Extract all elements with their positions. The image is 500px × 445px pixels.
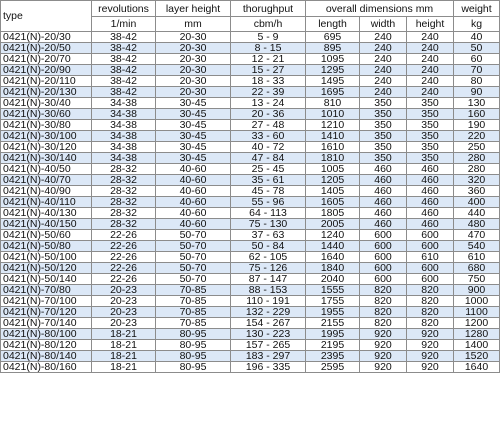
header-height: height bbox=[407, 17, 454, 32]
cell-revolutions: 28-32 bbox=[92, 208, 156, 219]
cell-revolutions: 28-32 bbox=[92, 186, 156, 197]
cell-length: 1295 bbox=[306, 65, 360, 76]
cell-height: 460 bbox=[407, 164, 454, 175]
cell-throughput: 132 - 229 bbox=[231, 307, 306, 318]
cell-height: 820 bbox=[407, 285, 454, 296]
cell-width: 920 bbox=[360, 362, 407, 373]
cell-weight: 70 bbox=[454, 65, 500, 76]
cell-width: 920 bbox=[360, 340, 407, 351]
table-row bbox=[1, 318, 500, 329]
cell-width: 350 bbox=[360, 153, 407, 164]
cell-weight: 220 bbox=[454, 131, 500, 142]
cell-weight: 60 bbox=[454, 54, 500, 65]
cell-layer-height: 80-95 bbox=[156, 351, 231, 362]
cell-throughput: 62 - 105 bbox=[231, 252, 306, 263]
table-row bbox=[1, 65, 500, 76]
cell-revolutions: 28-32 bbox=[92, 175, 156, 186]
cell-width: 240 bbox=[360, 32, 407, 43]
cell-revolutions: 38-42 bbox=[92, 54, 156, 65]
cell-weight: 1520 bbox=[454, 351, 500, 362]
cell-weight: 250 bbox=[454, 142, 500, 153]
cell-throughput: 50 - 84 bbox=[231, 241, 306, 252]
cell-height: 820 bbox=[407, 296, 454, 307]
cell-revolutions: 28-32 bbox=[92, 219, 156, 230]
cell-length: 1755 bbox=[306, 296, 360, 307]
cell-length: 1805 bbox=[306, 208, 360, 219]
cell-weight: 130 bbox=[454, 98, 500, 109]
table-row bbox=[1, 98, 500, 109]
cell-throughput: 75 - 126 bbox=[231, 263, 306, 274]
cell-revolutions: 22-26 bbox=[92, 263, 156, 274]
table-row bbox=[1, 186, 500, 197]
cell-throughput: 40 - 72 bbox=[231, 142, 306, 153]
cell-type: 0421(N)-70/140 bbox=[1, 318, 92, 329]
table-row bbox=[1, 142, 500, 153]
cell-height: 920 bbox=[407, 340, 454, 351]
cell-throughput: 45 - 78 bbox=[231, 186, 306, 197]
cell-layer-height: 50-70 bbox=[156, 241, 231, 252]
cell-type: 0421(N)-70/80 bbox=[1, 285, 92, 296]
cell-type: 0421(N)-50/60 bbox=[1, 230, 92, 241]
header-revolutions: revolutions bbox=[92, 1, 156, 17]
cell-width: 240 bbox=[360, 87, 407, 98]
cell-layer-height: 20-30 bbox=[156, 76, 231, 87]
cell-height: 240 bbox=[407, 65, 454, 76]
cell-type: 0421(N)-40/150 bbox=[1, 219, 92, 230]
cell-weight: 540 bbox=[454, 241, 500, 252]
cell-type: 0421(N)-50/100 bbox=[1, 252, 92, 263]
cell-layer-height: 70-85 bbox=[156, 296, 231, 307]
cell-throughput: 88 - 153 bbox=[231, 285, 306, 296]
cell-weight: 1640 bbox=[454, 362, 500, 373]
cell-length: 1955 bbox=[306, 307, 360, 318]
cell-weight: 40 bbox=[454, 32, 500, 43]
cell-type: 0421(N)-70/100 bbox=[1, 296, 92, 307]
cell-height: 350 bbox=[407, 120, 454, 131]
cell-width: 350 bbox=[360, 109, 407, 120]
cell-throughput: 15 - 27 bbox=[231, 65, 306, 76]
cell-height: 350 bbox=[407, 153, 454, 164]
cell-revolutions: 34-38 bbox=[92, 120, 156, 131]
cell-width: 350 bbox=[360, 98, 407, 109]
cell-revolutions: 18-21 bbox=[92, 351, 156, 362]
header-layer-height-unit: mm bbox=[156, 17, 231, 32]
cell-width: 600 bbox=[360, 252, 407, 263]
cell-height: 350 bbox=[407, 109, 454, 120]
cell-revolutions: 18-21 bbox=[92, 362, 156, 373]
cell-throughput: 154 - 267 bbox=[231, 318, 306, 329]
cell-revolutions: 38-42 bbox=[92, 65, 156, 76]
cell-revolutions: 20-23 bbox=[92, 296, 156, 307]
header-length: length bbox=[306, 17, 360, 32]
cell-width: 600 bbox=[360, 274, 407, 285]
cell-height: 920 bbox=[407, 329, 454, 340]
cell-height: 240 bbox=[407, 54, 454, 65]
cell-layer-height: 50-70 bbox=[156, 252, 231, 263]
cell-layer-height: 40-60 bbox=[156, 175, 231, 186]
table-row bbox=[1, 197, 500, 208]
cell-height: 460 bbox=[407, 197, 454, 208]
cell-length: 1440 bbox=[306, 241, 360, 252]
cell-throughput: 18 - 33 bbox=[231, 76, 306, 87]
table-row bbox=[1, 351, 500, 362]
cell-width: 920 bbox=[360, 329, 407, 340]
cell-length: 1995 bbox=[306, 329, 360, 340]
cell-width: 820 bbox=[360, 318, 407, 329]
cell-throughput: 64 - 113 bbox=[231, 208, 306, 219]
cell-type: 0421(N)-20/110 bbox=[1, 76, 92, 87]
cell-type: 0421(N)-50/80 bbox=[1, 241, 92, 252]
table-row bbox=[1, 87, 500, 98]
cell-type: 0421(N)-40/90 bbox=[1, 186, 92, 197]
cell-type: 0421(N)-40/130 bbox=[1, 208, 92, 219]
table-row bbox=[1, 230, 500, 241]
table-header bbox=[1, 1, 500, 32]
cell-height: 820 bbox=[407, 307, 454, 318]
cell-layer-height: 30-45 bbox=[156, 120, 231, 131]
table-row bbox=[1, 120, 500, 131]
cell-revolutions: 18-21 bbox=[92, 329, 156, 340]
table-row bbox=[1, 208, 500, 219]
cell-layer-height: 80-95 bbox=[156, 340, 231, 351]
cell-height: 920 bbox=[407, 351, 454, 362]
cell-height: 600 bbox=[407, 263, 454, 274]
cell-width: 460 bbox=[360, 186, 407, 197]
cell-layer-height: 80-95 bbox=[156, 362, 231, 373]
cell-layer-height: 40-60 bbox=[156, 164, 231, 175]
cell-length: 1095 bbox=[306, 54, 360, 65]
table-row bbox=[1, 307, 500, 318]
cell-height: 350 bbox=[407, 98, 454, 109]
cell-throughput: 130 - 223 bbox=[231, 329, 306, 340]
cell-height: 240 bbox=[407, 76, 454, 87]
cell-weight: 1400 bbox=[454, 340, 500, 351]
cell-layer-height: 70-85 bbox=[156, 285, 231, 296]
cell-throughput: 37 - 63 bbox=[231, 230, 306, 241]
cell-revolutions: 22-26 bbox=[92, 241, 156, 252]
cell-revolutions: 22-26 bbox=[92, 252, 156, 263]
cell-length: 2040 bbox=[306, 274, 360, 285]
cell-layer-height: 30-45 bbox=[156, 142, 231, 153]
table-row bbox=[1, 285, 500, 296]
cell-revolutions: 34-38 bbox=[92, 109, 156, 120]
header-overall-dimensions: overall dimensions mm bbox=[306, 1, 454, 17]
cell-width: 240 bbox=[360, 54, 407, 65]
cell-revolutions: 34-38 bbox=[92, 131, 156, 142]
cell-revolutions: 34-38 bbox=[92, 98, 156, 109]
cell-weight: 750 bbox=[454, 274, 500, 285]
cell-length: 1405 bbox=[306, 186, 360, 197]
cell-length: 1010 bbox=[306, 109, 360, 120]
cell-length: 2195 bbox=[306, 340, 360, 351]
table-row bbox=[1, 164, 500, 175]
cell-layer-height: 40-60 bbox=[156, 197, 231, 208]
table-row bbox=[1, 329, 500, 340]
cell-layer-height: 40-60 bbox=[156, 219, 231, 230]
cell-layer-height: 50-70 bbox=[156, 263, 231, 274]
cell-height: 240 bbox=[407, 87, 454, 98]
table-row bbox=[1, 219, 500, 230]
cell-height: 460 bbox=[407, 175, 454, 186]
cell-length: 2155 bbox=[306, 318, 360, 329]
cell-weight: 470 bbox=[454, 230, 500, 241]
cell-weight: 1200 bbox=[454, 318, 500, 329]
cell-length: 895 bbox=[306, 43, 360, 54]
cell-height: 460 bbox=[407, 186, 454, 197]
cell-weight: 1000 bbox=[454, 296, 500, 307]
table-row bbox=[1, 296, 500, 307]
cell-height: 240 bbox=[407, 43, 454, 54]
cell-length: 1640 bbox=[306, 252, 360, 263]
cell-length: 1495 bbox=[306, 76, 360, 87]
cell-layer-height: 20-30 bbox=[156, 43, 231, 54]
header-width: width bbox=[360, 17, 407, 32]
cell-width: 460 bbox=[360, 164, 407, 175]
cell-throughput: 196 - 335 bbox=[231, 362, 306, 373]
cell-length: 1610 bbox=[306, 142, 360, 153]
cell-layer-height: 30-45 bbox=[156, 109, 231, 120]
cell-width: 460 bbox=[360, 219, 407, 230]
cell-revolutions: 34-38 bbox=[92, 142, 156, 153]
cell-throughput: 33 - 60 bbox=[231, 131, 306, 142]
cell-type: 0421(N)-40/70 bbox=[1, 175, 92, 186]
cell-height: 240 bbox=[407, 32, 454, 43]
cell-length: 1695 bbox=[306, 87, 360, 98]
cell-revolutions: 20-23 bbox=[92, 285, 156, 296]
table-row bbox=[1, 153, 500, 164]
cell-layer-height: 80-95 bbox=[156, 329, 231, 340]
cell-width: 460 bbox=[360, 197, 407, 208]
cell-height: 460 bbox=[407, 219, 454, 230]
cell-layer-height: 20-30 bbox=[156, 32, 231, 43]
table-row bbox=[1, 131, 500, 142]
cell-throughput: 47 - 84 bbox=[231, 153, 306, 164]
header-weight: weight bbox=[454, 1, 500, 17]
cell-throughput: 75 - 130 bbox=[231, 219, 306, 230]
header-throughput: thorughput bbox=[231, 1, 306, 17]
cell-type: 0421(N)-20/90 bbox=[1, 65, 92, 76]
table-row bbox=[1, 76, 500, 87]
cell-throughput: 22 - 39 bbox=[231, 87, 306, 98]
cell-throughput: 25 - 45 bbox=[231, 164, 306, 175]
cell-height: 610 bbox=[407, 252, 454, 263]
cell-throughput: 12 - 21 bbox=[231, 54, 306, 65]
cell-weight: 80 bbox=[454, 76, 500, 87]
cell-revolutions: 38-42 bbox=[92, 87, 156, 98]
cell-type: 0421(N)-50/120 bbox=[1, 263, 92, 274]
cell-throughput: 20 - 36 bbox=[231, 109, 306, 120]
cell-weight: 280 bbox=[454, 164, 500, 175]
cell-weight: 360 bbox=[454, 186, 500, 197]
cell-type: 0421(N)-30/100 bbox=[1, 131, 92, 142]
cell-throughput: 55 - 96 bbox=[231, 197, 306, 208]
cell-revolutions: 38-42 bbox=[92, 32, 156, 43]
cell-revolutions: 22-26 bbox=[92, 230, 156, 241]
cell-length: 1840 bbox=[306, 263, 360, 274]
cell-width: 920 bbox=[360, 351, 407, 362]
cell-type: 0421(N)-40/50 bbox=[1, 164, 92, 175]
cell-width: 460 bbox=[360, 208, 407, 219]
cell-weight: 610 bbox=[454, 252, 500, 263]
cell-throughput: 110 - 191 bbox=[231, 296, 306, 307]
cell-width: 460 bbox=[360, 175, 407, 186]
cell-type: 0421(N)-30/40 bbox=[1, 98, 92, 109]
cell-weight: 480 bbox=[454, 219, 500, 230]
cell-length: 1205 bbox=[306, 175, 360, 186]
cell-layer-height: 70-85 bbox=[156, 318, 231, 329]
cell-type: 0421(N)-30/140 bbox=[1, 153, 92, 164]
table-row bbox=[1, 109, 500, 120]
cell-length: 1555 bbox=[306, 285, 360, 296]
table-row bbox=[1, 362, 500, 373]
cell-length: 1605 bbox=[306, 197, 360, 208]
cell-length: 1005 bbox=[306, 164, 360, 175]
header-throughput-unit: cbm/h bbox=[231, 17, 306, 32]
cell-height: 600 bbox=[407, 274, 454, 285]
cell-width: 240 bbox=[360, 65, 407, 76]
cell-throughput: 5 - 9 bbox=[231, 32, 306, 43]
cell-layer-height: 20-30 bbox=[156, 65, 231, 76]
table-row bbox=[1, 263, 500, 274]
cell-height: 600 bbox=[407, 230, 454, 241]
cell-type: 0421(N)-30/80 bbox=[1, 120, 92, 131]
cell-height: 820 bbox=[407, 318, 454, 329]
cell-throughput: 87 - 147 bbox=[231, 274, 306, 285]
cell-height: 460 bbox=[407, 208, 454, 219]
cell-weight: 50 bbox=[454, 43, 500, 54]
cell-layer-height: 70-85 bbox=[156, 307, 231, 318]
cell-weight: 900 bbox=[454, 285, 500, 296]
cell-width: 350 bbox=[360, 142, 407, 153]
cell-weight: 90 bbox=[454, 87, 500, 98]
cell-revolutions: 20-23 bbox=[92, 307, 156, 318]
cell-width: 820 bbox=[360, 307, 407, 318]
header-type: type bbox=[1, 1, 92, 32]
cell-weight: 1100 bbox=[454, 307, 500, 318]
cell-revolutions: 18-21 bbox=[92, 340, 156, 351]
table-row bbox=[1, 175, 500, 186]
table-row bbox=[1, 274, 500, 285]
cell-revolutions: 20-23 bbox=[92, 318, 156, 329]
table-body bbox=[1, 32, 500, 373]
table-row bbox=[1, 252, 500, 263]
cell-weight: 190 bbox=[454, 120, 500, 131]
cell-width: 350 bbox=[360, 120, 407, 131]
table-row bbox=[1, 32, 500, 43]
cell-type: 0421(N)-80/120 bbox=[1, 340, 92, 351]
cell-type: 0421(N)-20/70 bbox=[1, 54, 92, 65]
cell-layer-height: 20-30 bbox=[156, 87, 231, 98]
cell-weight: 280 bbox=[454, 153, 500, 164]
cell-type: 0421(N)-80/100 bbox=[1, 329, 92, 340]
table-row bbox=[1, 54, 500, 65]
cell-height: 600 bbox=[407, 241, 454, 252]
cell-revolutions: 28-32 bbox=[92, 197, 156, 208]
cell-length: 810 bbox=[306, 98, 360, 109]
cell-layer-height: 50-70 bbox=[156, 274, 231, 285]
cell-type: 0421(N)-70/120 bbox=[1, 307, 92, 318]
cell-length: 1240 bbox=[306, 230, 360, 241]
cell-type: 0421(N)-30/120 bbox=[1, 142, 92, 153]
cell-throughput: 157 - 265 bbox=[231, 340, 306, 351]
cell-revolutions: 38-42 bbox=[92, 43, 156, 54]
cell-length: 2595 bbox=[306, 362, 360, 373]
cell-length: 2395 bbox=[306, 351, 360, 362]
cell-height: 350 bbox=[407, 142, 454, 153]
cell-layer-height: 20-30 bbox=[156, 54, 231, 65]
cell-width: 240 bbox=[360, 76, 407, 87]
cell-width: 820 bbox=[360, 285, 407, 296]
cell-weight: 160 bbox=[454, 109, 500, 120]
cell-revolutions: 22-26 bbox=[92, 274, 156, 285]
cell-type: 0421(N)-80/160 bbox=[1, 362, 92, 373]
cell-type: 0421(N)-80/140 bbox=[1, 351, 92, 362]
header-weight-unit: kg bbox=[454, 17, 500, 32]
cell-type: 0421(N)-20/130 bbox=[1, 87, 92, 98]
cell-length: 1810 bbox=[306, 153, 360, 164]
cell-layer-height: 50-70 bbox=[156, 230, 231, 241]
table-row bbox=[1, 43, 500, 54]
cell-layer-height: 40-60 bbox=[156, 208, 231, 219]
cell-layer-height: 40-60 bbox=[156, 186, 231, 197]
cell-type: 0421(N)-50/140 bbox=[1, 274, 92, 285]
cell-revolutions: 28-32 bbox=[92, 164, 156, 175]
table-row bbox=[1, 340, 500, 351]
cell-height: 350 bbox=[407, 131, 454, 142]
cell-weight: 680 bbox=[454, 263, 500, 274]
cell-weight: 440 bbox=[454, 208, 500, 219]
table-row bbox=[1, 241, 500, 252]
cell-length: 695 bbox=[306, 32, 360, 43]
cell-width: 820 bbox=[360, 296, 407, 307]
cell-width: 600 bbox=[360, 230, 407, 241]
cell-layer-height: 30-45 bbox=[156, 153, 231, 164]
cell-width: 350 bbox=[360, 131, 407, 142]
cell-length: 1210 bbox=[306, 120, 360, 131]
cell-type: 0421(N)-20/50 bbox=[1, 43, 92, 54]
cell-throughput: 13 - 24 bbox=[231, 98, 306, 109]
cell-height: 920 bbox=[407, 362, 454, 373]
cell-throughput: 183 - 297 bbox=[231, 351, 306, 362]
cell-type: 0421(N)-30/60 bbox=[1, 109, 92, 120]
cell-length: 1410 bbox=[306, 131, 360, 142]
cell-width: 240 bbox=[360, 43, 407, 54]
cell-throughput: 8 - 15 bbox=[231, 43, 306, 54]
cell-throughput: 27 - 48 bbox=[231, 120, 306, 131]
cell-weight: 320 bbox=[454, 175, 500, 186]
cell-revolutions: 38-42 bbox=[92, 76, 156, 87]
cell-width: 600 bbox=[360, 263, 407, 274]
cell-weight: 1280 bbox=[454, 329, 500, 340]
header-layer-height: layer height bbox=[156, 1, 231, 17]
cell-weight: 400 bbox=[454, 197, 500, 208]
cell-throughput: 35 - 61 bbox=[231, 175, 306, 186]
cell-layer-height: 30-45 bbox=[156, 98, 231, 109]
cell-width: 600 bbox=[360, 241, 407, 252]
cell-type: 0421(N)-20/30 bbox=[1, 32, 92, 43]
cell-length: 2005 bbox=[306, 219, 360, 230]
cell-layer-height: 30-45 bbox=[156, 131, 231, 142]
header-revolutions-unit: 1/min bbox=[92, 17, 156, 32]
cell-type: 0421(N)-40/110 bbox=[1, 197, 92, 208]
cell-revolutions: 34-38 bbox=[92, 153, 156, 164]
